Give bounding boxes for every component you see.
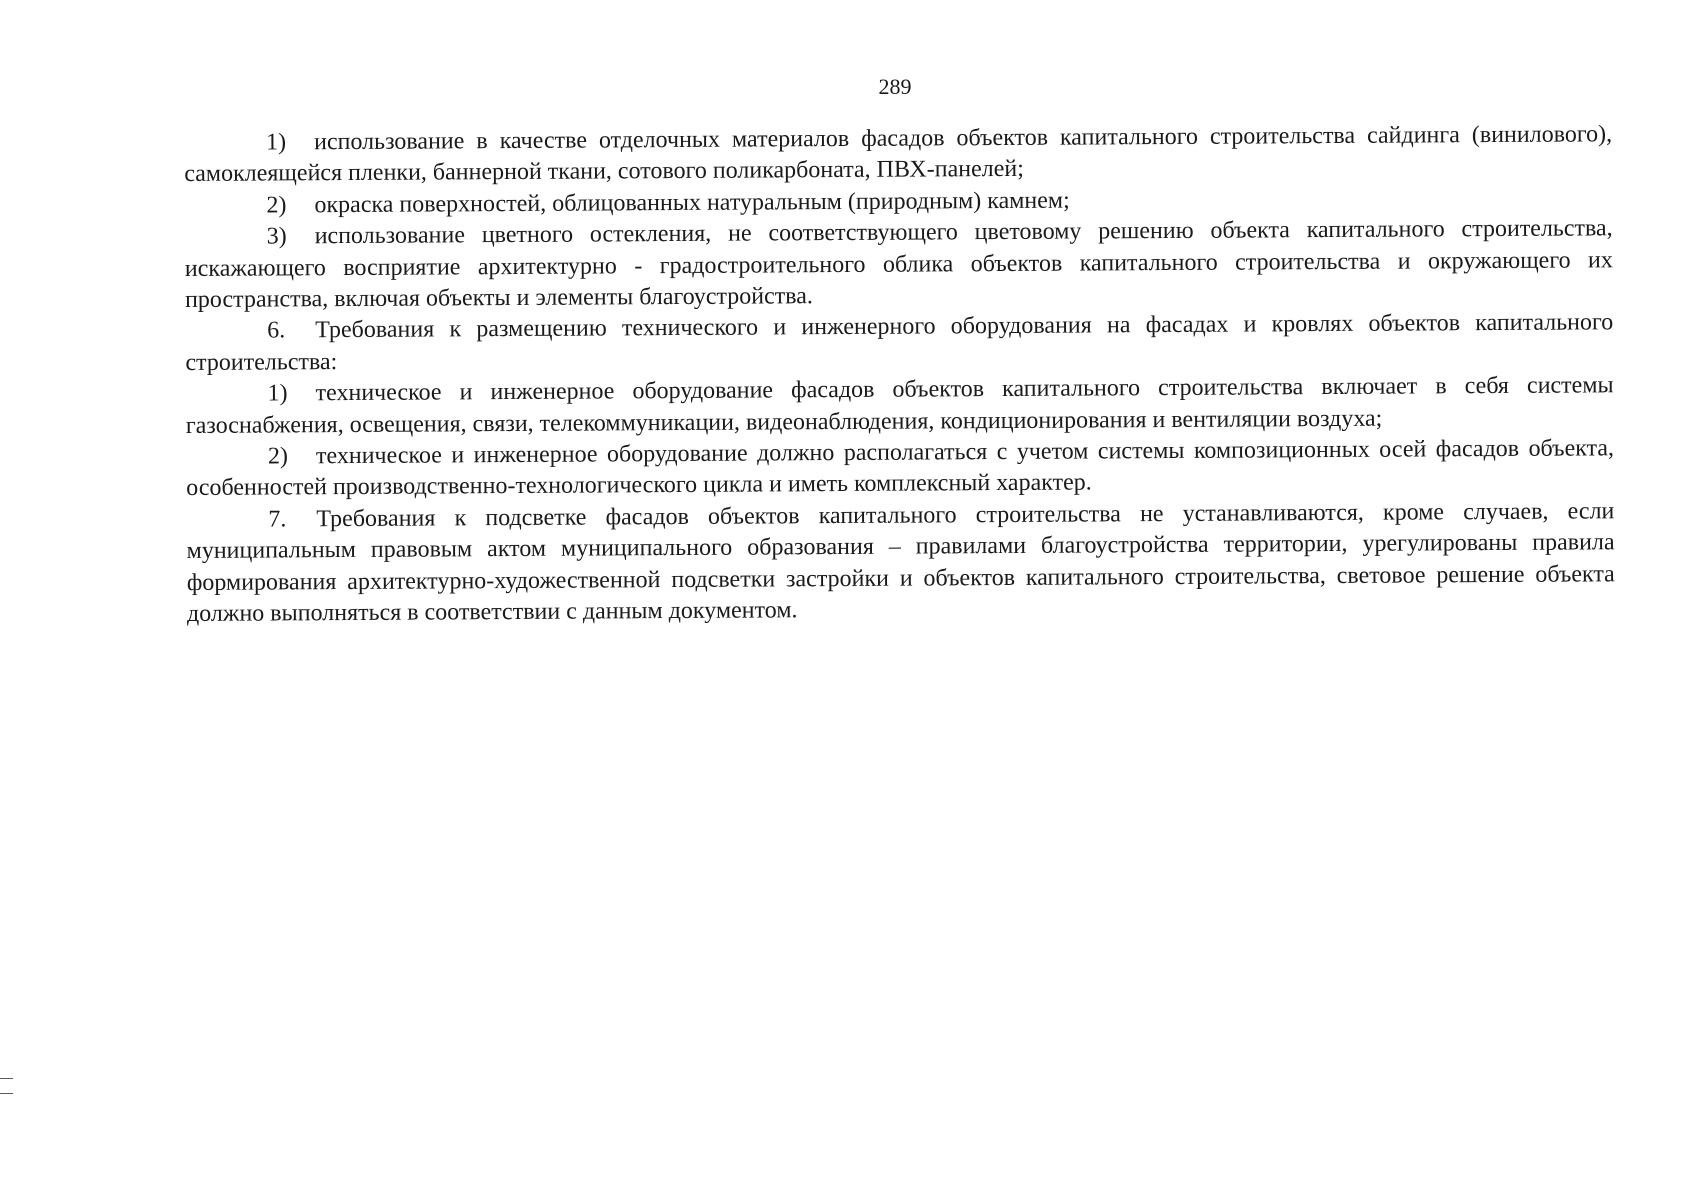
scan-edge-mark [0, 1078, 13, 1079]
section-text: Требования к подсветке фасадов объектов капитального строительства не устанавливаются, кроме случаев, если муниципальным правовым актом муниципального образования – правилами благоустройства территории, урегулированы правила формирования архитектурно-художественной подсветки застройки и объектов капитального строительства, световое решение объекта должно выполняться в соответствии с данным документом. [186, 498, 1615, 628]
list-item-3-colored-glazing [185, 213, 1614, 316]
section-number: 6. [267, 317, 286, 344]
item-text: техническое и инженерное оборудование должно располагаться с учетом системы композиционных осей фасадов объекта, особенностей производственно-технологического цикла и иметь комплексный характер. [186, 435, 1615, 502]
item-text: использование в качестве отделочных материалов фасадов объектов капитального строительства сайдинга (винилового), самоклеящейся пленки, баннерной ткани, сотового поликарбоната, ПВХ-панелей; [184, 121, 1613, 188]
section-7-lighting-requirements [186, 496, 1615, 630]
list-item-1-cladding-materials [184, 119, 1612, 191]
item-number: 3) [266, 223, 287, 250]
item-number: 2) [266, 192, 287, 219]
item-number: 2) [267, 443, 289, 470]
scan-edge-mark [0, 1093, 13, 1094]
item-number: 1) [267, 380, 288, 407]
item-number: 1) [266, 129, 287, 156]
item-text: окраска поверхностей, облицованных натуральным (природным) камнем; [314, 187, 1070, 219]
list-item-1-equipment-systems [186, 371, 1614, 443]
item-text: техническое и инженерное оборудование фасадов объектов капитального строительства включает в себя системы газоснабжения, освещения, связи, телекоммуникации, видеонаблюдения, кондиционирования и вентиляции воздуха; [185, 372, 1614, 439]
list-item-2-equipment-placement [186, 433, 1614, 505]
section-text: Требования к размещению технического и инженерного оборудования на фасадах и кровлях объектов капитального строительства: [185, 309, 1614, 376]
section-6-equipment-requirements [185, 308, 1613, 380]
item-text: использование цветного остекления, не соответствующего цветовому решению объекта капитального строительства, искажающего восприятие архитектурно - градостроительного облика объектов капитального строительства и окружающего их пространства, включая объекты и элементы благоустройства. [184, 215, 1613, 314]
page-number: 289 [878, 74, 912, 99]
section-number: 7. [268, 506, 287, 533]
document-body [184, 119, 1615, 630]
